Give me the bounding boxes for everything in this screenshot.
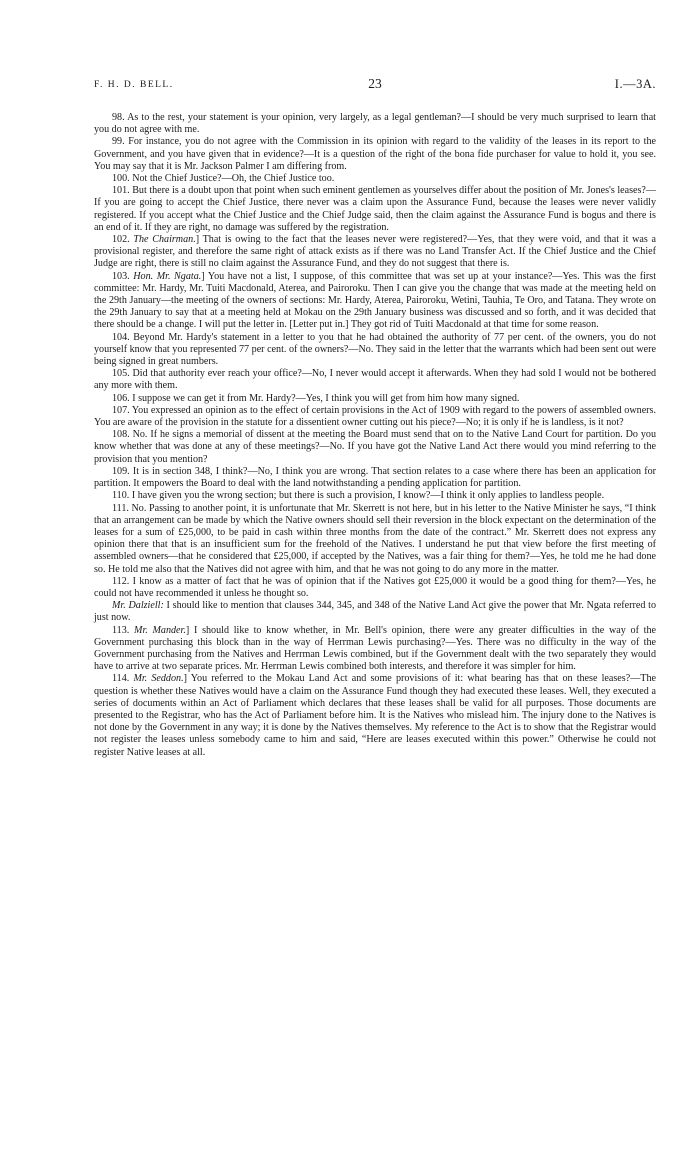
header-page-number: 23	[368, 76, 382, 91]
evidence-body	[94, 112, 656, 759]
paragraph-113: 113. Mr. Mander.] I should like to know whether, in Mr. Bell's opinion, there were any greater difficulties in the way of the Government purchasing this block than in the way of Herrman Lewis purchasing?—Yes. There was no difficulty in the way of the Government purchasing from the Natives and Herrman Lewis combined, but if the Government dealt with the two separately they would have to arrive at two separate prices. Mr. Herrman Lewis combined both interests, and therefore it was simpler for him.	[94, 624, 656, 673]
paragraph-106: 106. I suppose we can get it from Mr. Hardy?—Yes, I think you will get from him how many signed.	[112, 392, 520, 404]
paragraph-110: 110. I have given you the wrong section; but there is such a provision, I know?—I think it only applies to landless people.	[112, 490, 605, 502]
speaker-name: The Chairman.	[133, 234, 196, 246]
header-paper-reference: I.—3A.	[614, 77, 656, 91]
paragraph-104: 104. Beyond Mr. Hardy's statement in a letter to you that he had obtained the authority of 77 per cent. of the owners, you do not yourself know that you represented 77 per cent. of the owners?—No. They said in the letter that the warrants which had been sent out were being signed in great numbers.	[94, 331, 656, 368]
speaker-name: Mr. Seddon.	[133, 673, 184, 685]
paragraph-107: 107. You expressed an opinion as to the effect of certain provisions in the Act of 1909 with regard to the powers of assembled owners. You are aware of the provision in the statute for a dissentient owner cutting out his piece?—No; it is only if he is landless, is it not?	[94, 404, 656, 429]
paragraph-108: 108. No. If he signs a memorial of dissent at the meeting the Board must send that on to the Native Land Court for partition. Do you know whether that was done at any of these meetings?—No. If you have got the Native Land Act there would you mind referring to the provision that you mention?	[94, 429, 656, 465]
paragraph-102: 102. The Chairman.] That is owing to the fact that the leases never were registered?—Yes, that they were void, and that it was a provisional register, and therefore the same right of attack exists as if there was no Land Transfer Act. If the Chief Justice and the Chief Judge are right, there is still no claim against the Assurance Fund, and they do not suggest that there is.	[94, 234, 656, 270]
speaker-name: Hon. Mr. Ngata.	[133, 270, 202, 282]
paragraph-100: 100. Not the Chief Justice?—Oh, the Chief Justice too.	[112, 173, 335, 185]
speaker-name: Mr. Mander.	[134, 624, 186, 636]
page-header	[94, 76, 656, 94]
paragraph-dalziell-statement: Mr. Dalziell: I should like to mention that clauses 344, 345, and 348 of the Native Land Act give the power that Mr. Ngata referred to just now.	[94, 600, 656, 624]
paragraph-105: 105. Did that authority ever reach your office?—No, I never would accept it afterwards. When they had sold I would not be bothered any more with them.	[94, 368, 656, 392]
paragraph-111: 111. No. Passing to another point, it is unfortunate that Mr. Skerrett is not here, but in his letter to the Native Minister he says, “I think that an arrangement can be made by which the Native owners should sell their reversion in the block expectant on the determination of the leases for a sum of £25,000, to be paid in cash within three months from the date of the contract.” Mr. Skerrett does not express any opinion there that that is an insufficient sum for the freehold of the Natives. I understand he put that view before the first meeting of assembled owners—that he considered that £25,000, if accepted by the Natives, was a fair thing for them?—Yes, he told me he had done so. He told me also that the Natives did not agree with him, and that he was not going to do any more in the matter.	[94, 502, 656, 575]
paragraph-99: 99. For instance, you do not agree with the Commission in its opinion with regard to the validity of the leases in its report to the Government, and you have given that in evidence?—It is a question of the right of the bona fide purchaser for value to hold it, you see. You may say that it is Mr. Jackson Palmer I am differing from.	[94, 136, 656, 172]
paragraph-101: 101. But there is a doubt upon that point when such eminent gentlemen as yourselves differ about the position of Mr. Jones's leases?—If you are going to accept the Chief Justice, there never was a claim upon the Assurance Fund, because the leases were never validly registered. If you accept what the Chief Justice and the Chief Judge said, then the claim against the Assurance Fund is bogus and there is an end of it. If they are right, no damage was suffered by the registration.	[94, 185, 656, 233]
paragraph-114: 114. Mr. Seddon.] You referred to the Mokau Land Act and some provisions of it: what bearing has that on these leases?—The question is whether these Natives would have a claim on the Assurance Fund though they had executed these leases. Well, they executed a series of documents within an Act of Parliament which declares that these leases shall be valid for all purposes. Those documents are presented to the Registrar, who has the Act of Parliament before him. It is the Natives who mislead him. The injury done to the Natives is not done by the Government in any way; it is done by the Natives themselves. My reference to the Act is to show that the Registrar would not register the leases unless somebody came to him and said, “Here are leases executed within this power.” Otherwise he could not register Native leases at all.	[94, 673, 656, 758]
paragraph-98: 98. As to the rest, your statement is your opinion, very largely, as a legal gentleman?—I should be very much surprised to learn that you do not agree with me.	[94, 112, 656, 136]
paragraph-109: 109. It is in section 348, I think?—No, I think you are wrong. That section relates to a case where there has been an application for partition. It empowers the Board to deal with the land notwithstanding a pending application for partition.	[94, 465, 656, 490]
speaker-name: Mr. Dalziell:	[112, 600, 164, 612]
paragraph-103: 103. Hon. Mr. Ngata.] You have not a list, I suppose, of this committee that was set up at your instance?—Yes. This was the first committee: Mr. Hardy, Mr. Tuiti Macdonald, Aterea, and Pairoroku. Then I can give you the change that was made at the meeting held on the 29th January—the meeting of the owners of sections: Mr. Hardy, Aterea, Pairoroku, Wetini, Tauhia, Te Oro, and Tatana. They wrote on the 29th January to say that at a meeting held at Mokau on the 29th January business was discussed and so forth, and it was decided that there should be a change. I will put the letter in. [Letter put in.] They got rid of Tuiti Macdonald at that time for some reason.	[94, 270, 656, 331]
header-witness-name: F. H. D. BELL.	[94, 80, 174, 90]
paragraph-112: 112. I know as a matter of fact that he was of opinion that if the Natives got £25,000 it would be a good thing for them?—Yes, he could not have recommended it unless he thought so.	[94, 575, 656, 599]
